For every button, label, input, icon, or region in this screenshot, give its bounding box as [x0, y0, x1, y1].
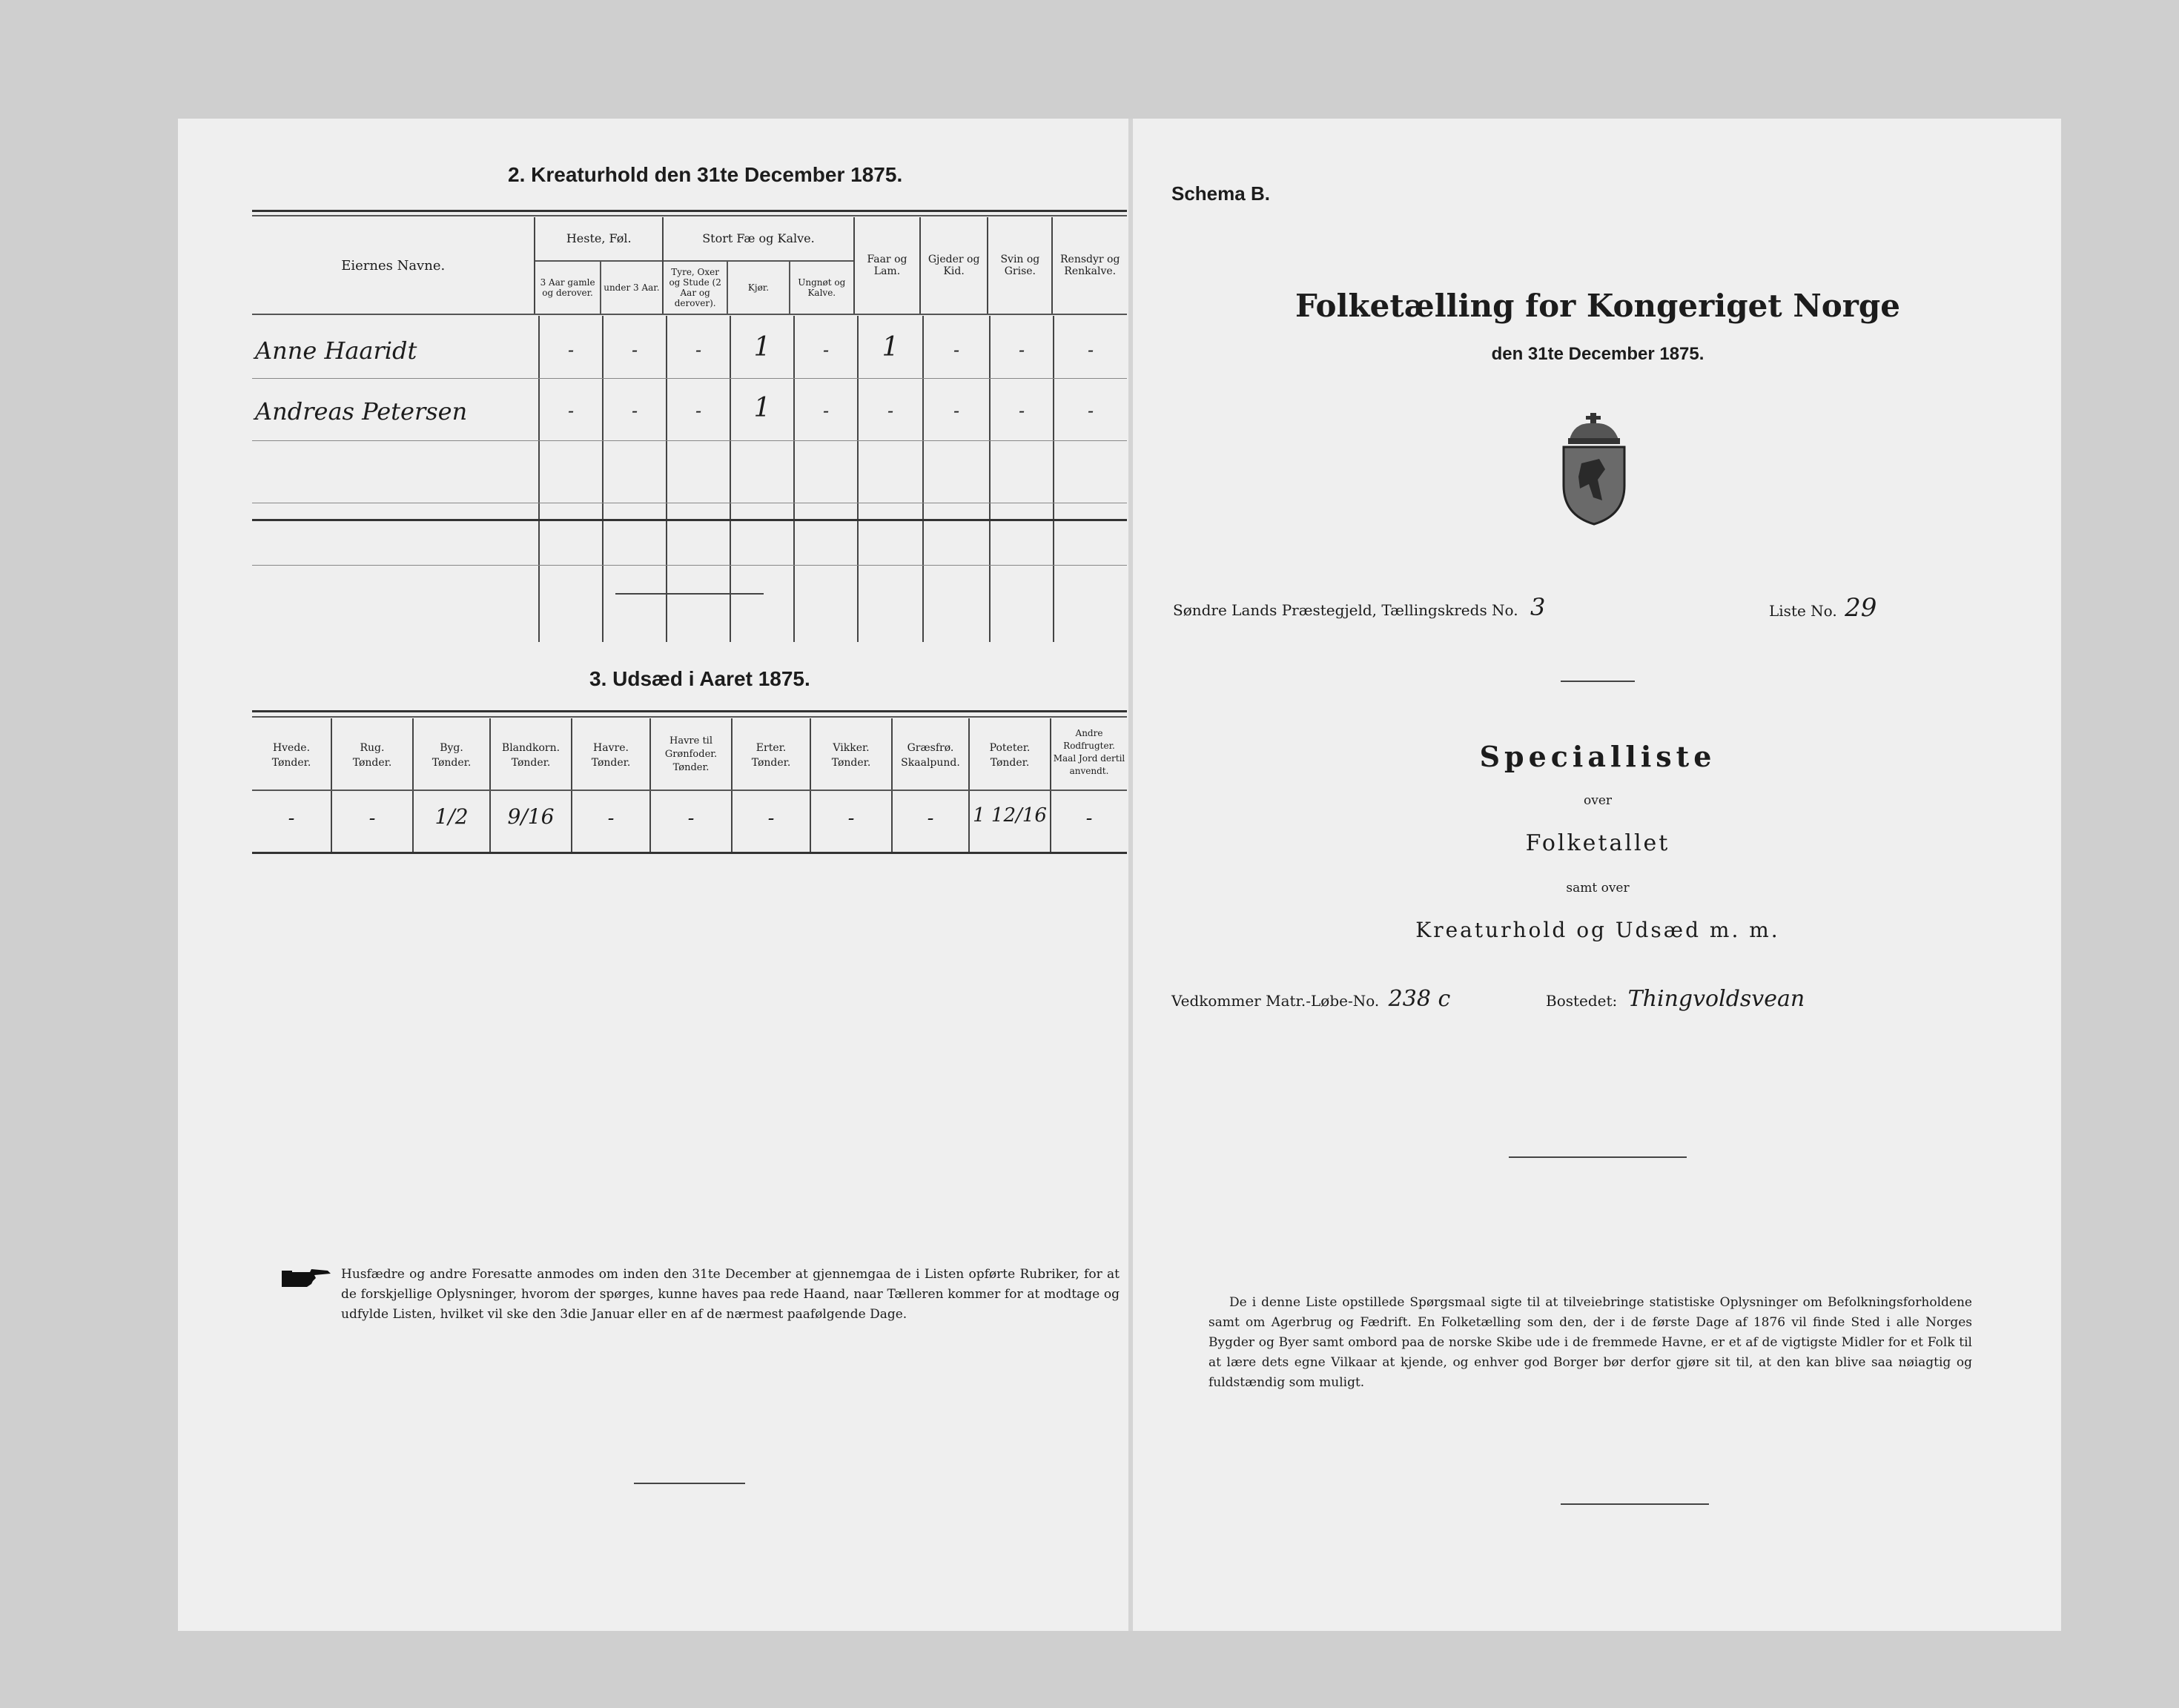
list-number: 29: [1845, 593, 1877, 623]
col-line: [922, 316, 924, 642]
specialliste-title: Specialliste: [1479, 740, 1716, 773]
page-fold: [1128, 119, 1133, 1631]
col-line: [1053, 316, 1054, 642]
col-line: [331, 718, 332, 852]
seed-header-label: Erter.: [755, 742, 787, 754]
header-divider: [252, 314, 1127, 315]
reindeer-header: Rensdyr og Renkalve.: [1060, 254, 1120, 277]
district-number: 3: [1530, 593, 1546, 621]
owner-name-1: Anne Haaridt: [255, 337, 417, 365]
pigs-header: Svin og Grise.: [988, 217, 1052, 314]
cell: -: [953, 400, 960, 421]
seed-header-rye: [332, 741, 412, 770]
cattle-group-header: [663, 217, 854, 314]
seed-value: -: [368, 807, 376, 830]
col-line: [602, 316, 604, 642]
seed-value: -: [687, 807, 695, 830]
horses-group-label: Heste, Føl.: [535, 217, 662, 262]
right-separator-2: [1509, 1156, 1687, 1158]
seed-value: -: [847, 807, 855, 830]
matr-line: [1171, 986, 1450, 1012]
seed-header-unit: Tønder.: [511, 757, 551, 769]
seed-header-unit: Skaalpund.: [901, 757, 960, 769]
list-number-line: [1769, 593, 1877, 623]
seed-header-potatoes: [970, 741, 1050, 770]
cell: -: [953, 340, 960, 360]
cattle-group-label: Stort Fæ og Kalve.: [664, 217, 853, 262]
cell: -: [1018, 400, 1025, 421]
census-form-sheet: [178, 119, 2061, 1631]
cell: -: [695, 340, 702, 360]
seed-header-unit: Tønder.: [271, 757, 311, 769]
right-page: [1134, 119, 2061, 1631]
seed-table: [252, 718, 1127, 852]
seed-header-mixed-grain: [491, 741, 571, 770]
schema-label: Schema B.: [1171, 182, 1270, 205]
cell: -: [1018, 340, 1025, 360]
cell: -: [822, 400, 830, 421]
owner-name-2: Andreas Petersen: [255, 397, 468, 426]
kreaturhold-label: Kreaturhold og Udsæd m. m.: [1415, 918, 1780, 942]
seed-header-label: Andre Rodfrugter.: [1063, 728, 1115, 751]
cell: 1: [753, 332, 771, 363]
livestock-section-title: 2. Kreaturhold den 31te December 1875.: [508, 163, 903, 186]
seed-value: -: [767, 807, 775, 830]
col-line: [538, 316, 540, 642]
parish-label: Søndre Lands Præstegjeld, Tællingskreds No.: [1173, 601, 1518, 619]
col-line: [989, 316, 991, 642]
list-label: Liste No.: [1769, 602, 1837, 620]
cell: 1: [882, 332, 899, 363]
row-line: [252, 378, 1127, 379]
seed-header-wheat: [252, 741, 331, 770]
bosted-line: [1546, 986, 1805, 1012]
seed-header-oats: [572, 741, 649, 770]
col-line: [793, 316, 795, 642]
seed-header-other-roots: [1051, 727, 1127, 778]
folketallet-label: Folketallet: [1525, 830, 1670, 856]
seed-header-label: Blandkorn.: [501, 742, 561, 754]
col-line: [857, 316, 859, 642]
horses-young-header: under 3 Aar.: [604, 282, 660, 293]
pointing-hand-icon: [282, 1268, 334, 1290]
right-bottom-rule: [1561, 1503, 1709, 1505]
seed-header-unit: Tønder.: [431, 757, 472, 769]
matr-label: Vedkommer Matr.-Løbe-No.: [1171, 992, 1380, 1010]
left-notice: Husfædre og andre Foresatte anmodes om inden den 31te December at gjennemgaa de i Listen opførte Rubriker, for at de forskjellige Oplysninger, hvorom der spørges, kunne haves paa rede Haand, naar Tælleren kommer for at modtage og udfylde Listen, hvilket vil ske den 3die Januar eller en af de nærmest paafølgende Dage.: [341, 1267, 1120, 1322]
seed-header-label: Byg.: [440, 742, 463, 754]
seed-value: 1 12/16: [973, 804, 1047, 827]
cell: -: [567, 400, 575, 421]
cell: -: [1087, 340, 1094, 360]
cell: 1: [753, 393, 771, 423]
row-line: [252, 565, 1127, 566]
matr-number: 238 c: [1388, 986, 1451, 1012]
left-bottom-rule: [634, 1483, 745, 1484]
col-line: [489, 718, 491, 852]
seed-header-label: Havre til Grønfoder.: [664, 735, 718, 760]
seed-header-label: Vikker.: [833, 742, 870, 754]
seed-header-grass-seed: [893, 741, 968, 770]
seed-section-title: 3. Udsæd i Aaret 1875.: [589, 667, 810, 690]
seed-header-barley: [414, 741, 489, 770]
col-line: [810, 718, 811, 852]
left-page: [178, 119, 1127, 1631]
seed-header-unit: Tønder.: [672, 762, 710, 773]
col-line: [731, 718, 733, 852]
col-line: [968, 718, 970, 852]
goats-header: Gjeder og Kid.: [920, 217, 988, 314]
bosted-value: Thingvoldsvean: [1627, 986, 1805, 1012]
cell: -: [1087, 400, 1094, 421]
samt-over-label: samt over: [1566, 881, 1630, 896]
horses-group-header: [535, 217, 663, 314]
seed-header-unit: Tønder.: [352, 757, 392, 769]
col-owner-header: Eiernes Navne.: [252, 217, 535, 314]
livestock-table: [252, 217, 1127, 314]
cell: -: [822, 340, 830, 360]
seed-header-peas: [733, 741, 810, 770]
seed-header-label: Rug.: [360, 742, 385, 754]
right-separator-1: [1561, 681, 1635, 682]
cell: -: [567, 340, 575, 360]
over-label: over: [1583, 793, 1613, 808]
col-line: [571, 718, 572, 852]
bosted-label: Bostedet:: [1546, 992, 1618, 1010]
seed-header-vetch: [811, 741, 891, 770]
seed-top-rule-2: [252, 716, 1127, 718]
parish-district-line: [1173, 593, 1545, 621]
right-notice: De i denne Liste opstillede Spørgsmaal sigte til at tilveiebringe statistiske Oplysninger om Befolkningsforholdene samt om Agerbrug og Fædrift. En Folketælling som den, der i de første Dage af 1876 vil finde Sted i alle Norges Bygder og Byer samt ombord paa de norske Skibe ude i de fremmede Havne, er et af de vigtigste Midler for et Folk til at lære dets egne Vilkaar at kjende, og enhver god Borger bør derfor gjøre sit til, at den kan blive saa nøiagtig og fuldstændig som muligt.: [1208, 1295, 1972, 1390]
seed-header-unit: Tønder.: [990, 757, 1030, 769]
seed-value: -: [288, 807, 295, 830]
seed-header-label: Poteter.: [989, 742, 1031, 754]
col-line: [891, 718, 893, 852]
table-top-rule: [252, 210, 1127, 212]
seed-header-label: Havre.: [593, 742, 629, 754]
cell: -: [631, 400, 638, 421]
seed-top-rule: [252, 710, 1127, 712]
bulls-header: Tyre, Oxer og Stude (2 Aar og derover).: [664, 262, 728, 314]
seed-header-label: Græsfrø.: [907, 742, 954, 754]
seed-value: -: [927, 807, 934, 830]
seed-header-green-fodder: [651, 735, 731, 775]
seed-value: 1/2: [434, 804, 469, 829]
form-title: Folketælling for Kongeriget Norge: [1295, 288, 1900, 324]
horses-old-header: 3 Aar gamle og derover.: [535, 262, 601, 314]
form-subtitle: den 31te December 1875.: [1491, 344, 1704, 364]
col-line: [412, 718, 414, 852]
norwegian-coat-of-arms-icon: [1553, 411, 1635, 526]
seed-value: 9/16: [507, 804, 555, 829]
seed-value: -: [607, 807, 615, 830]
cell: -: [695, 400, 702, 421]
sheep-header: Faar og Lam.: [854, 217, 920, 314]
seed-header-divider: [252, 790, 1127, 791]
cows-header: Kjør.: [728, 262, 790, 314]
seed-header-unit: Tønder.: [751, 757, 791, 769]
cell: -: [887, 400, 894, 421]
seed-value: -: [1085, 807, 1093, 830]
seed-header-unit: Maal Jord dertil anvendt.: [1053, 753, 1125, 776]
section-separator: [615, 593, 764, 595]
seed-header-unit: Tønder.: [591, 757, 631, 769]
young-cattle-header: Ungnøt og Kalve.: [798, 277, 846, 298]
row-line: [252, 440, 1127, 441]
table-top-rule-2: [252, 215, 1127, 216]
seed-bottom-rule: [252, 852, 1127, 854]
livestock-bottom-rule: [252, 519, 1127, 521]
cell: -: [631, 340, 638, 360]
seed-header-unit: Tønder.: [831, 757, 871, 769]
seed-header-label: Hvede.: [272, 742, 311, 754]
